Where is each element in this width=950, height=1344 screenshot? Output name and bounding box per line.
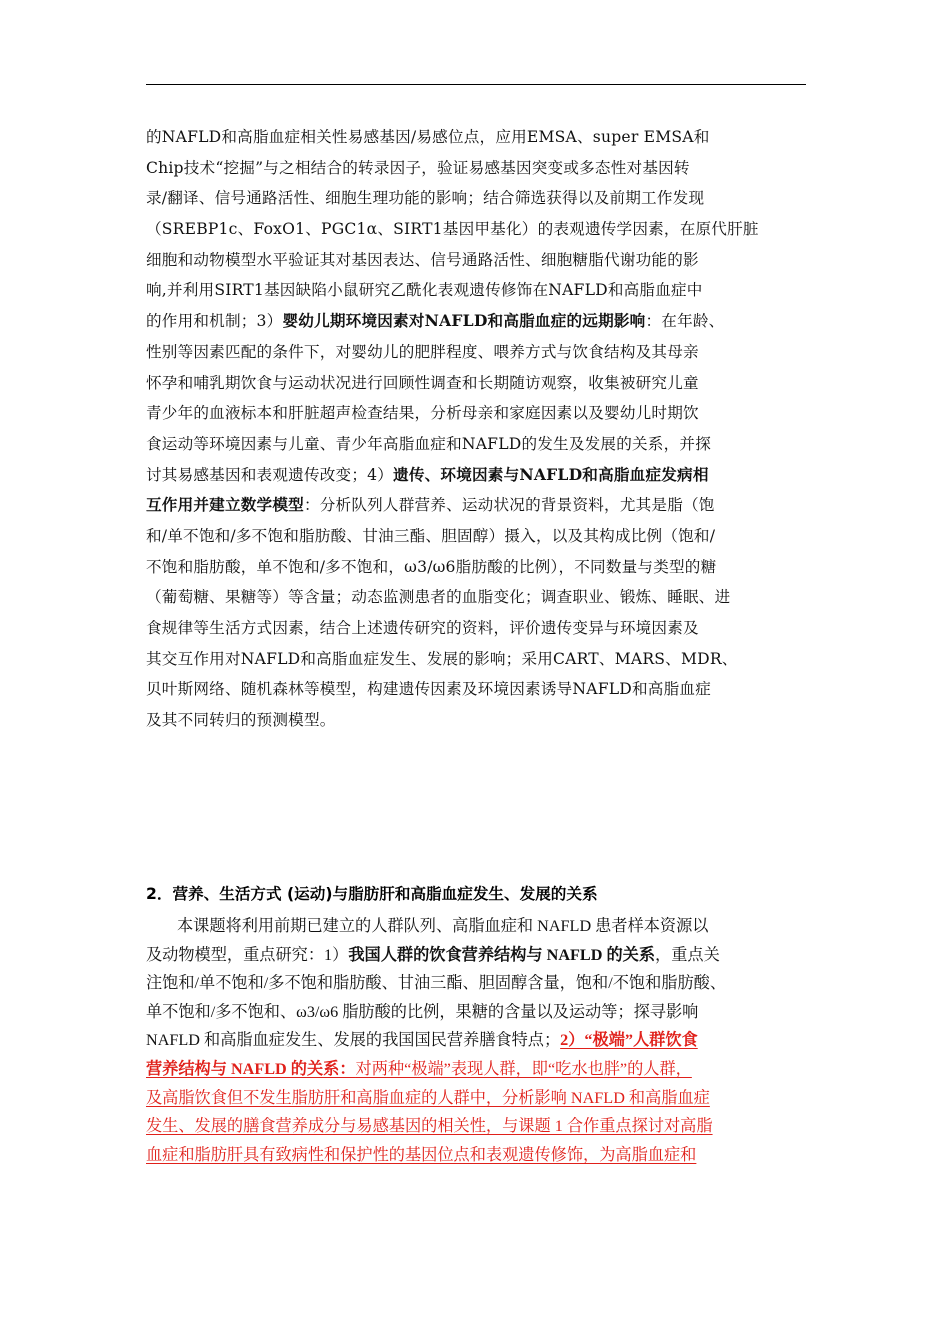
text-line <box>146 941 806 970</box>
header-rule <box>146 84 806 85</box>
text-run: 及动物模型，重点研究：1） <box>146 945 349 964</box>
section-heading: 2．营养、生活方式 (运动)与脂肪肝和高脂血症发生、发展的关系 <box>146 885 598 903</box>
text-line: 的NAFLD和高脂血症相关性易感基因/易感位点，应用EMSA、super EMSA和 <box>146 128 710 146</box>
paragraph-continuation <box>146 122 806 736</box>
bold-run: 我国人群的饮食营养结构与 NAFLD 的关系 <box>348 945 656 964</box>
text-line: 食规律等生活方式因素，结合上述遗传研究的资料，评价遗传变异与环境因素及 <box>146 619 699 637</box>
text-run: ，重点关 <box>655 945 720 964</box>
text-run: 讨其易感基因和表观遗传改变；4） <box>146 465 394 484</box>
text-line: 注饱和/单不饱和/多不饱和脂肪酸、甘油三酯、胆固醇含量，饱和/不饱和脂肪酸、 <box>146 974 727 993</box>
text-line: （SREBP1c、FoxO1、PGC1α、SIRT1基因甲基化）的表观遗传学因素，在原代肝脏 <box>146 220 759 239</box>
text-line: 发生、发展的膳食营养成分与易感基因的相关性，与课题 1 合作重点探讨对高脂 <box>146 1117 713 1136</box>
text-line: 本课题将利用前期已建立的人群队列、高脂血症和 NAFLD 患者样本资源以 <box>177 917 709 935</box>
text-line: 及高脂饮食但不发生脂肪肝和高脂血症的人群中，分析影响 NAFLD 和高脂血症 <box>146 1088 710 1107</box>
red-bold-run: 营养结构与 NAFLD 的关系： <box>146 1059 356 1078</box>
bold-run: 互作用并建立数学模型 <box>146 495 304 515</box>
text-line: 怀孕和哺乳期饮食与运动状况进行回顾性调查和长期随访观察，收集被研究儿童 <box>146 373 699 392</box>
text-line: 细胞和动物模型水平验证其对基因表达、信号通路活性、细胞糖脂代谢功能的影 <box>146 250 699 269</box>
text-run: ：在年龄、 <box>645 312 725 331</box>
text-line <box>146 1055 806 1084</box>
text-line <box>146 1026 806 1055</box>
text-line: 及其不同转归的预测模型。 <box>146 711 336 730</box>
red-bold-run: 2）“极端”人群饮食 <box>560 1031 698 1050</box>
bold-run: 遗传、环境因素与NAFLD和高脂血症发病相 <box>393 464 709 484</box>
text-line: 其交互作用对NAFLD和高脂血症发生、发展的影响；采用CART、MARS、MDR、 <box>146 649 738 668</box>
text-line <box>146 306 806 337</box>
text-run: ：分析队列人群营养、运动状况的背景资料，尤其是脂（饱 <box>303 496 715 515</box>
text-line: 录/翻译、信号通路活性、细胞生理功能的影响；结合筛选获得以及前期工作发现 <box>146 189 705 208</box>
text-line: 青少年的血液标本和肝脏超声检查结果，分析母亲和家庭因素以及婴幼儿时期饮 <box>146 404 699 423</box>
text-line: 响,并利用SIRT1基因缺陷小鼠研究乙酰化表观遗传修饰在NAFLD和高脂血症中 <box>146 281 703 300</box>
text-line: 单不饱和/多不饱和、ω3/ω6 脂肪酸的比例，果糖的含量以及运动等；探寻影响 <box>146 1002 699 1021</box>
text-line: 性别等因素匹配的条件下，对婴幼儿的肥胖程度、喂养方式与饮食结构及其母亲 <box>146 342 699 361</box>
text-line: 食运动等环境因素与儿童、青少年高脂血症和NAFLD的发生及发展的关系，并探 <box>146 434 711 453</box>
text-line: 不饱和脂肪酸，单不饱和/多不饱和，ω3/ω6脂肪酸的比例），不同数量与类型的糖 <box>146 557 717 576</box>
section-2-paragraph <box>146 912 806 1169</box>
text-line: Chip技术“挖掘”与之相结合的转录因子，验证易感基因突变或多态性对基因转 <box>146 158 690 177</box>
text-line <box>146 490 806 521</box>
text-run: 的作用和机制；3） <box>146 312 283 331</box>
text-line: 血症和脂肪肝具有致病性和保护性的基因位点和表观遗传修饰，为高脂血症和 <box>146 1145 697 1164</box>
text-line: 贝叶斯网络、随机森林等模型，构建遗传因素及环境因素诱导NAFLD和高脂血症 <box>146 680 711 699</box>
text-line: （葡萄糖、果糖等）等含量；动态监测患者的血脂变化；调查职业、锻炼、睡眠、进 <box>146 588 731 607</box>
text-line <box>146 460 806 491</box>
text-line: 和/单不饱和/多不饱和脂肪酸、甘油三酯、胆固醇）摄入，以及其构成比例（饱和/ <box>146 526 716 545</box>
bold-run: 婴幼儿期环境因素对NAFLD和高脂血症的远期影响 <box>282 311 646 331</box>
text-run: NAFLD 和高脂血症发生、发展的我国国民营养膳食特点； <box>146 1031 561 1050</box>
red-run: 对两种“极端”表现人群，即“吃水也胖”的人群， <box>355 1059 692 1078</box>
